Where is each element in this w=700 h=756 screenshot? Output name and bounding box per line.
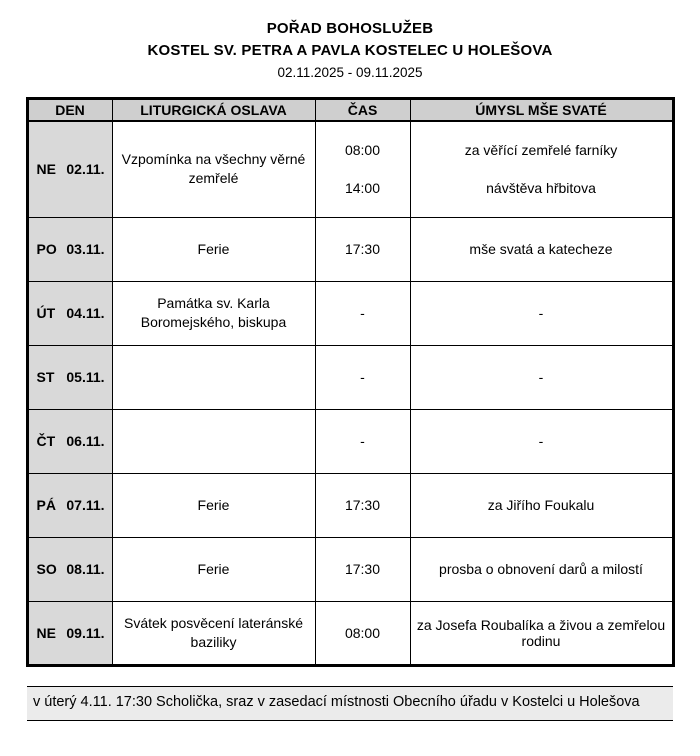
intention-cell: za Josefa Roubalíka a živou a zemřelou rodinu bbox=[410, 601, 673, 665]
intention-cell: prosba o obnovení darů a milostí bbox=[410, 537, 673, 601]
table-row bbox=[27, 601, 673, 665]
time-cell: 17:30 bbox=[315, 473, 410, 537]
time-cell: 08:00 bbox=[315, 601, 410, 665]
day-date: 07.11. bbox=[66, 497, 105, 513]
time-cell bbox=[315, 121, 410, 217]
document-header bbox=[18, 18, 682, 80]
table-row bbox=[27, 473, 673, 537]
intention-cell: - bbox=[410, 345, 673, 409]
column-header-intention: ÚMYSL MŠE SVATÉ bbox=[410, 98, 673, 121]
intention-value: za věřící zemřelé farníky bbox=[464, 142, 618, 159]
intention-cell: za Jiřího Foukalu bbox=[410, 473, 673, 537]
intention-cell: - bbox=[410, 409, 673, 473]
feast-cell: Ferie bbox=[112, 537, 315, 601]
time-cell: - bbox=[315, 281, 410, 345]
table-row bbox=[27, 409, 673, 473]
table-row bbox=[27, 217, 673, 281]
day-date: 04.11. bbox=[66, 305, 105, 321]
intention-cell: - bbox=[410, 281, 673, 345]
time-value: 14:00 bbox=[344, 180, 381, 197]
footer-note: v úterý 4.11. 17:30 Scholička, sraz v zasedací místnosti Obecního úřadu v Kostelci u Holešova bbox=[27, 686, 673, 721]
feast-cell bbox=[112, 345, 315, 409]
day-cell bbox=[27, 345, 112, 409]
day-abbr: ÚT bbox=[36, 305, 56, 321]
intention-value: návštěva hřbitova bbox=[486, 180, 596, 197]
day-date: 08.11. bbox=[66, 561, 105, 577]
day-abbr: NE bbox=[36, 624, 56, 641]
day-cell bbox=[27, 217, 112, 281]
table-row bbox=[27, 537, 673, 601]
feast-cell: Ferie bbox=[112, 473, 315, 537]
table-header-row bbox=[27, 98, 673, 121]
day-abbr: ČT bbox=[36, 433, 56, 449]
day-cell bbox=[27, 409, 112, 473]
time-cell: - bbox=[315, 409, 410, 473]
feast-cell: Památka sv. Karla Boromejského, biskupa bbox=[112, 281, 315, 345]
church-name: KOSTEL SV. PETRA A PAVLA KOSTELEC U HOLEŠOVA bbox=[147, 41, 553, 59]
day-date: 09.11. bbox=[66, 624, 105, 641]
day-cell bbox=[27, 473, 112, 537]
time-cell: 17:30 bbox=[315, 217, 410, 281]
table-row bbox=[27, 281, 673, 345]
column-header-time: ČAS bbox=[315, 98, 410, 121]
day-date: 02.11. bbox=[66, 161, 105, 178]
column-header-day: DEN bbox=[27, 98, 112, 121]
day-abbr: SO bbox=[36, 561, 57, 577]
time-cell: 17:30 bbox=[315, 537, 410, 601]
column-header-liturgy: LITURGICKÁ OSLAVA bbox=[112, 98, 315, 121]
day-abbr: PÁ bbox=[36, 497, 56, 513]
feast-cell: Svátek posvěcení lateránské baziliky bbox=[112, 601, 315, 665]
feast-cell: Vzpomínka na všechny věrné zemřelé bbox=[112, 121, 315, 217]
schedule-table bbox=[26, 97, 675, 667]
day-abbr: ST bbox=[36, 369, 55, 385]
day-cell bbox=[27, 537, 112, 601]
day-cell bbox=[27, 121, 112, 217]
day-date: 05.11. bbox=[66, 369, 105, 385]
page-title: POŘAD BOHOSLUŽEB bbox=[266, 20, 434, 37]
day-abbr: PO bbox=[36, 241, 57, 257]
feast-cell bbox=[112, 409, 315, 473]
intention-cell: mše svatá a katecheze bbox=[410, 217, 673, 281]
date-range: 02.11.2025 - 09.11.2025 bbox=[277, 64, 423, 80]
table-row bbox=[27, 345, 673, 409]
intention-cell bbox=[410, 121, 673, 217]
day-abbr: NE bbox=[36, 161, 56, 178]
day-cell bbox=[27, 281, 112, 345]
time-value: 08:00 bbox=[344, 142, 381, 159]
day-cell bbox=[27, 601, 112, 665]
day-date: 06.11. bbox=[66, 433, 105, 449]
day-date: 03.11. bbox=[66, 241, 105, 257]
table-row bbox=[27, 121, 673, 217]
time-cell: - bbox=[315, 345, 410, 409]
feast-cell: Ferie bbox=[112, 217, 315, 281]
